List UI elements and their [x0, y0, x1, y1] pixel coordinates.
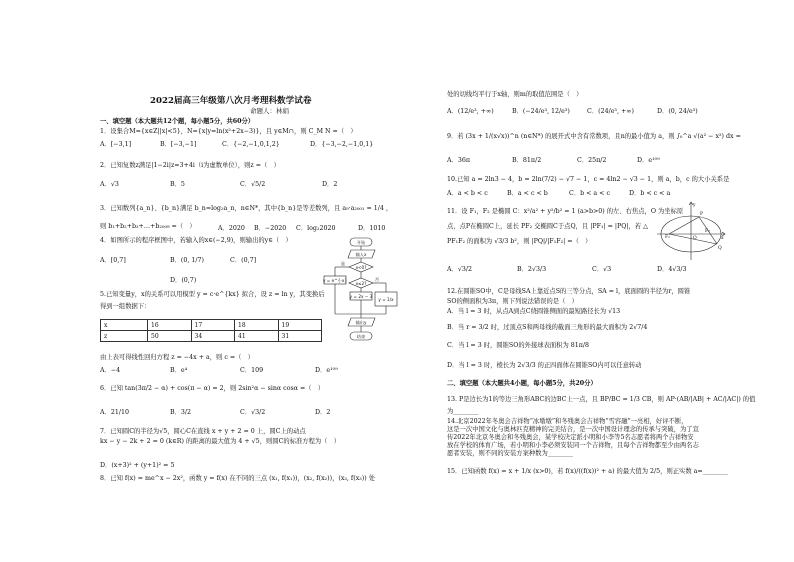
flow-box-1-label: y = e^{-x}	[322, 278, 348, 283]
option-a: A．[−3,1]	[100, 141, 132, 148]
question-13: 13. P是边长为1的等边三角形ABC的边BC上一点，且 BP/BC = 1/3 CB，则 AP·(AB/|AB| + AC/|AC|) 的值	[447, 396, 756, 403]
flow-box-3-label: y = 1/x	[378, 297, 394, 302]
option-c: C．log₂2020	[296, 225, 336, 232]
question-14-line-5: 愿者安装，则不同的安装方案种数为________	[447, 450, 573, 457]
question-5-line-3: 由上表可得线性回归方程 z = −4x + a，则 c =（ ）	[100, 354, 255, 361]
option-b: B．[−3,−1]	[160, 141, 197, 148]
question-6: 6．已知 tan(3π/2 − α) + cos(π − α) = 2，则 2sin²α − sinα cosα =（ ）	[100, 385, 325, 392]
table-cell: 17	[191, 320, 235, 331]
section-1-heading: 一、填空题（本大题共12个题，每小题5分，共60分）	[100, 118, 255, 125]
question-7-options	[100, 450, 283, 458]
question-3-options	[218, 225, 385, 233]
option-c: C．b < a < c	[569, 190, 610, 197]
label-y: y	[693, 203, 696, 208]
option-d: D．b < c < a	[629, 190, 671, 197]
option-d: D．1010	[358, 225, 386, 232]
question-14-line-2: 这是一次中国文化与奥林匹克精神的完美结合，是一次中国设计理念的传承与突破，为了宣	[447, 426, 699, 433]
question-7-line-1: 7．已知圆C的半径为√5，圆心C在直线 x + y + 2 = 0 上，圆C上的动点	[100, 428, 306, 435]
option-a: A．√3	[100, 181, 119, 188]
option-c: C．(0,7]	[230, 257, 257, 264]
question-13-blank: 为________	[447, 408, 479, 415]
question-7-line-2: kx − y − 2k + 2 = 0 (k∈R) 的距离的最大值为 4 + √5，则圆C的标准方程为（ ）	[100, 438, 341, 445]
question-2-options	[100, 181, 337, 189]
flow-no-label: 否	[374, 277, 380, 282]
exam-title: 2022届高三年级第八次月考理科数学试卷	[150, 96, 312, 106]
section-2-heading: 二、填空题（本大题共4小题，每小题5分，共20分）	[447, 380, 597, 387]
flow-box-2-label: y = 2x − 3	[349, 294, 373, 299]
question-15: 15．已知函数 f(x) = x + 1/x (x>0)，若 f(x)/((f(x))² + a) 的最大值为 2/5，则正实数 a=________	[447, 468, 728, 475]
option-b: B．a < c < b	[507, 190, 548, 197]
question-3-line-1: 3．已知数列{a_n}、{b_n}满足 b_n=log₂a_n，n∈N*，其中{b_n}是等差数列，且 a₉·a₂₀₀₁ = 1/4 ，	[100, 205, 393, 212]
program-flowchart	[320, 236, 400, 348]
option-b: B．(−24/e³, 12/e³)	[512, 108, 570, 115]
option-c: C．(24/e³, +∞)	[587, 108, 634, 115]
option-a: A．−4	[100, 367, 121, 374]
label-f2: F₂	[705, 229, 710, 234]
option-a: A．[0,7]	[100, 257, 126, 264]
option-a: A．21/10	[100, 409, 129, 416]
option-c: C．√5/2	[240, 181, 266, 188]
question-12-option-c: C．当 l = 3 时，圆锥SO的外接球表面积为 81π/8	[447, 342, 590, 349]
table-cell: 19	[278, 320, 322, 331]
option-d: D．e¹⁰⁹	[315, 367, 338, 374]
question-6-options	[100, 409, 330, 417]
question-14-line-3: 传2022年北京冬奥会和冬残奥会，某学校决定派小明和小李等5名志愿者将两个吉祥物安	[447, 434, 694, 441]
table-cell: 16	[148, 320, 192, 331]
flow-condition-2-label: x≤2?	[355, 281, 367, 286]
question-10: 10.已知 a = 2ln3 − 4，b = 2ln(7/2) − √7 − 1，c = 4ln2 − √3 − 1，则 a，b，c 的大小关系是	[447, 176, 730, 183]
option-b: B．(0, 1/7)	[170, 257, 204, 264]
question-4: 4．如图所示的程序框图中，若输入的x∈(−2,9)，则输出的y∈（ ）	[100, 237, 292, 244]
option-a: A．2020	[218, 225, 245, 232]
question-12-option-d: D．当 l = 3 时，棱长为 2√3/3 的正四面体在圆锥SO内可以任意转动	[447, 362, 642, 369]
exam-author: 命题人：林娟	[250, 107, 289, 115]
option-c: C．√3	[592, 266, 612, 273]
question-11-line-3: PF₁F₂ 的面积为 √3/3 b²，则 |PQ|/|F₁F₂| =（ ）	[447, 238, 592, 245]
label-o: O	[693, 236, 697, 241]
question-3-line-2: 则 b₁+b₂+b₃+…+b₂₀₀₉ =（ ）	[100, 223, 196, 230]
option-a: A．(12/e³, +∞)	[447, 108, 494, 115]
question-11-line-1: 11．设 F₁，F₂ 是椭圆 C：x²/a² + y²/b² = 1 (a>b>0) 的左、右焦点，O 为坐标原	[447, 208, 684, 215]
option-d: D．2	[322, 181, 338, 188]
question-12-line-1: 12.在圆锥SO中，C是母线SA上靠近点S的三等分点，SA = l，底面圆的半径为r，圆锥	[447, 288, 691, 295]
option-a: A．a < b < c	[447, 190, 488, 197]
option-b: B．2√3/3	[517, 266, 547, 273]
option-c: C．√3/2	[240, 409, 266, 416]
question-4-option-d: D．(0,7)	[170, 277, 197, 284]
label-q: Q	[718, 246, 722, 251]
question-8-options	[447, 108, 698, 116]
question-5-options	[100, 367, 338, 375]
question-11-options	[447, 266, 687, 274]
flow-condition-1-label: x<0?	[355, 265, 367, 270]
question-8: 8．已知 f(x) = me^x − 2x²，函数 y = f(x) 在不同的三点 (x₁, f(x₁))，(x₂, f(x₂))，(x₃, f(x₃)) 处	[100, 475, 375, 482]
question-12-option-b: B．当 r = 3/2 时，过顶点S和两母线的截面三角形的最大面积为 2√7/4	[447, 324, 648, 331]
flow-output-label: 输出y	[355, 320, 367, 325]
table-cell: 50	[148, 331, 192, 342]
option-d: D．2	[315, 409, 331, 416]
option-b: B．−2020	[254, 225, 287, 232]
question-14-line-4: 放在学校的体育广场，若小明和小李必须安装同一个吉祥物，且每个吉祥物都至少由两名志	[447, 442, 699, 449]
question-12-option-a: A．当 l = 3 时，从点A到点C绕圆锥侧面的最短路径长为 √13	[447, 308, 621, 315]
table-cell: 41	[235, 331, 279, 342]
question-10-options	[447, 190, 670, 198]
question-14-line-1: 14.北京2022年冬奥会吉祥物“冰墩墩”和冬残奥会吉祥物“雪容融”一亮相，好评不断，	[447, 418, 688, 425]
question-4-options	[100, 257, 256, 265]
option-b: B．3/2	[170, 409, 192, 416]
option-d: D．e¹⁰⁹	[637, 157, 660, 164]
right-column	[447, 0, 756, 562]
option-a: A．√3/2	[447, 266, 472, 273]
table-cell: z	[101, 331, 148, 342]
option-a: A．36π	[447, 157, 470, 164]
question-1-options	[100, 141, 373, 149]
ellipse-figure	[655, 200, 727, 262]
option-d: D．(0, 24/e³)	[657, 108, 698, 115]
label-p: P	[700, 212, 704, 217]
label-x: x	[721, 236, 724, 241]
option-c: C．{−2,−1,0,1,2}	[222, 141, 280, 148]
question-7-option-d: D．(x+3)² + (y+1)² = 5	[100, 462, 175, 469]
option-d: D．{−3,−2,−1,0,1}	[310, 141, 374, 148]
option-c: C．25π/2	[577, 157, 607, 164]
question-1: 1．设集合M={x∈Z||x|<5}，N={x|y=ln(x²+2x−3)}，且 y∈M∩，则 C_M N =（ ）	[100, 128, 357, 135]
question-8-continued: 处的切线均平行于x轴，则m的取值范围是（ ）	[447, 91, 583, 98]
flow-input-label: 输入x	[355, 252, 367, 257]
question-12-line-2: SO的侧面积为3π，则下列说法错误的是（ ）	[447, 298, 578, 305]
table-row	[101, 331, 322, 342]
table-cell: 34	[191, 331, 235, 342]
question-11-line-2: 点，点P在椭圆C上，延长 PF₂ 交椭圆C于点Q，且 |PF₁| = |PQ|，若 △	[447, 223, 648, 230]
question-2: 2．已知复数z满足|1−2i|z=3+4i（i为虚数单位），则z =（ ）	[100, 162, 280, 169]
question-9: 9．若 (3x + 1/(x√x))^n (n∈N*) 的展开式中含有常数项，且n的最小值为 a，则 ∫₀^a √(a² − x²) dx =	[447, 133, 741, 140]
flow-end-label: 结束	[356, 334, 366, 339]
label-f1: F₁	[665, 235, 670, 240]
data-table	[100, 319, 322, 342]
option-c: C．109	[240, 367, 264, 374]
question-5-line-2: 得到一组数据下：	[100, 303, 151, 310]
table-cell: 31	[278, 331, 322, 342]
question-9-options	[447, 157, 660, 165]
option-d: D．4√3/3	[657, 266, 687, 273]
option-b: B．81π/2	[512, 157, 542, 164]
table-row	[101, 320, 322, 331]
flow-yes-label: 是	[340, 261, 346, 266]
option-b: B．5	[170, 181, 185, 188]
flow-start-label: 开始	[356, 240, 366, 245]
option-b: B．e⁴	[170, 367, 188, 374]
table-cell: x	[101, 320, 148, 331]
table-cell: 18	[235, 320, 279, 331]
question-5-line-1: 5.已知变量y，x的关系可以用模型 y = c·e^{kx} 拟合，设 z = ln y，其变换后	[100, 291, 325, 298]
